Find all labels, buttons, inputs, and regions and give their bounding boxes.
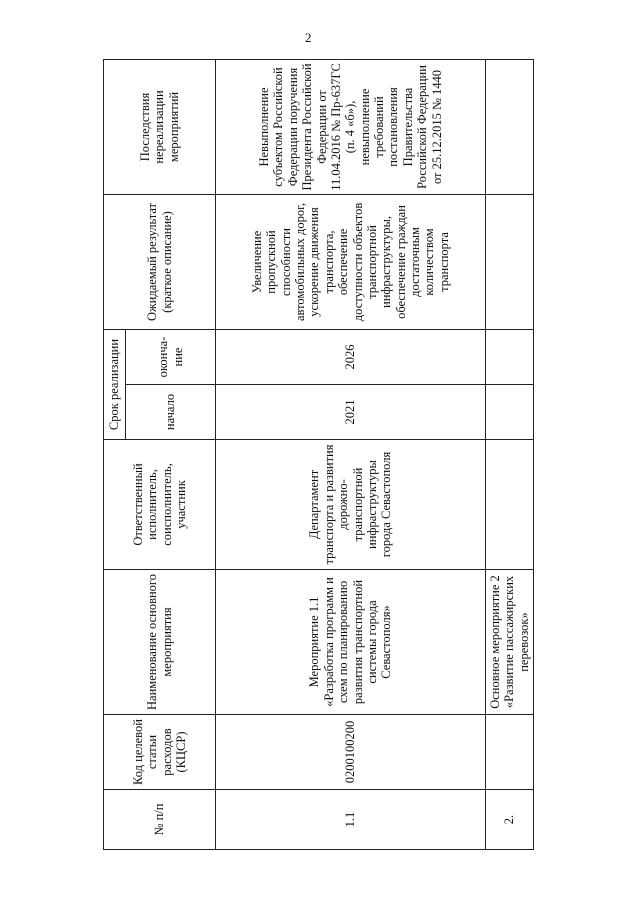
cell-num: 1.1 (216, 790, 486, 850)
cell-result (486, 194, 534, 329)
header-responsible: Ответственный исполнитель, соисполнитель, участник (104, 440, 216, 570)
table-row (216, 59, 486, 849)
cell-consequences (486, 59, 534, 194)
cell-num: 2. (486, 790, 534, 850)
rotated-table-container (103, 60, 531, 850)
cell-consequences: Невыполнение субъектом Российской Федерации поручения Президента Российской Федерации от 11.04.2016 № Пр-637ГС (п. 4 «б»), невыполнение требований постановления Правительства Российской Федерации от 25.12.2015 № 1440 (216, 59, 486, 194)
cell-name: Основное мероприятие 2 «Развитие пассажирских перевозок» (486, 570, 534, 715)
cell-responsible: Департамент транспорта и развития дорожно-транспортной инфраструктуры города Севастополя (216, 440, 486, 570)
header-period: Срок реализации (104, 329, 126, 439)
cell-end (486, 329, 534, 384)
table-row (486, 59, 534, 849)
header-end: оконча-ние (126, 329, 216, 384)
cell-name: Мероприятие 1.1 «Разработка программ и схем по планированию развития транспортной системы города Севастополя» (216, 570, 486, 715)
header-consequences: Последствия нереализации мероприятий (104, 59, 216, 194)
cell-end: 2026 (216, 329, 486, 384)
header-num: № п/п (104, 790, 216, 850)
header-result: Ожидаемый результат (краткое описание) (104, 194, 216, 329)
cell-start (486, 385, 534, 440)
cell-code (486, 715, 534, 790)
cell-responsible (486, 440, 534, 570)
header-code: Код целевой статьи расходов (КЦСР) (104, 715, 216, 790)
cell-code: 0200100200 (216, 715, 486, 790)
cell-start: 2021 (216, 385, 486, 440)
program-table (103, 59, 534, 850)
header-start: начало (126, 385, 216, 440)
header-name: Наименование основного мероприятия (104, 570, 216, 715)
page-number: 2 (305, 30, 312, 45)
cell-result: Увеличение пропускной способности автомобильных дорог, ускорение движения транспорта, обеспечение доступности объектов транспортной инфраструктуры, обеспечение граждан достаточным количеством транспорта (216, 194, 486, 329)
